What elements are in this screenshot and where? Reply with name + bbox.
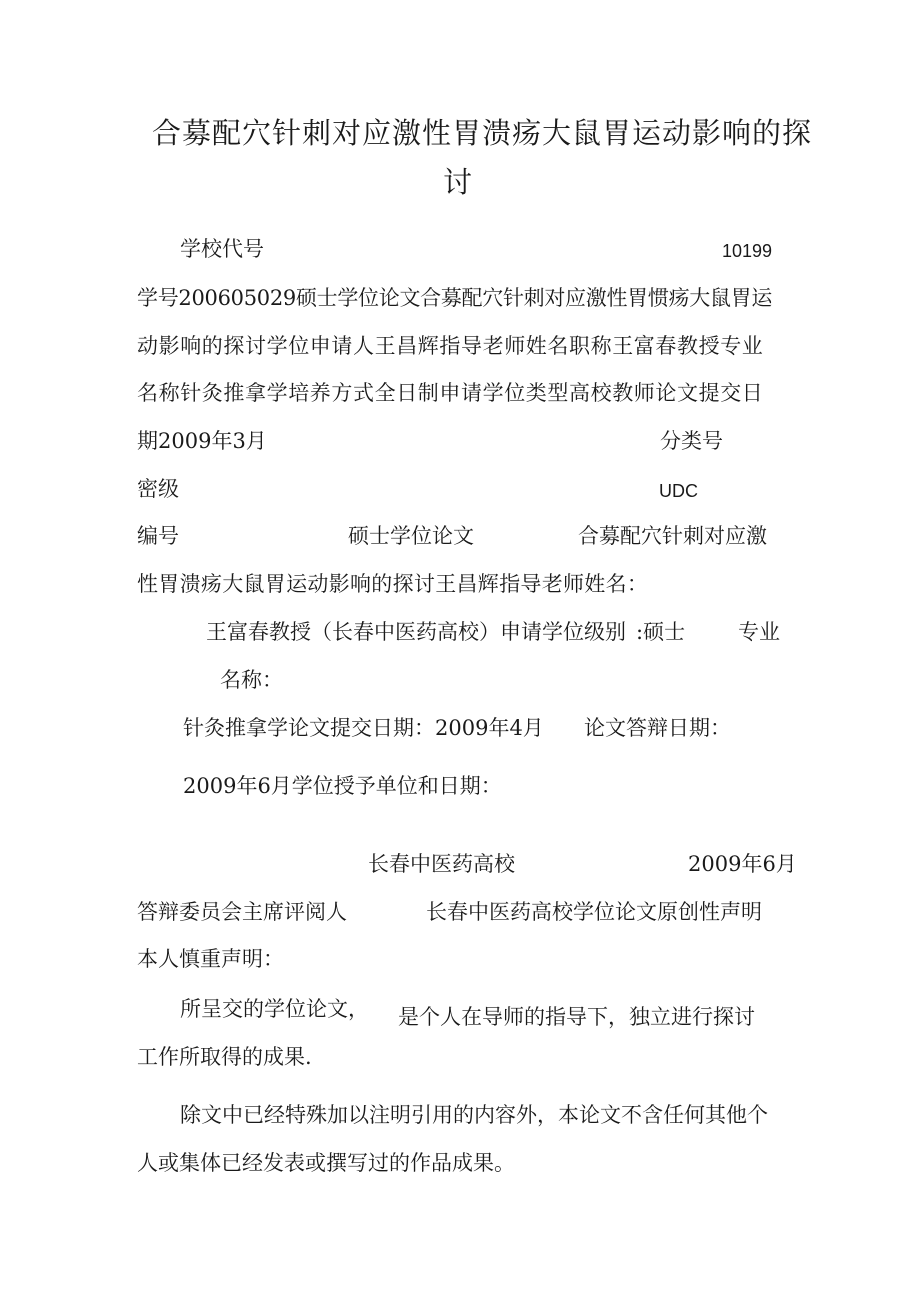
grant-school: 长春中医药高校 — [368, 852, 515, 876]
major-name-label: 名称： — [220, 668, 283, 692]
udc-label: UDC — [659, 481, 698, 501]
declaration-intro: 本人慎重声明： — [137, 947, 284, 971]
classification-label: 分类号 — [660, 429, 723, 453]
info-line-2: 动影响的探讨学位申请人王昌辉指导老师姓名职称王富春教授专业 — [137, 334, 764, 358]
committee-label: 答辩委员会主席评阅人 — [137, 900, 347, 924]
degree-type: 硕士学位论文 — [348, 524, 474, 548]
info-line-3: 名称针灸推拿学培养方式全日制申请学位类型高校教师论文提交日 — [137, 381, 764, 405]
grant-date: 2009年6月 — [688, 852, 797, 876]
declaration-p1-b: 是个人在导师的指导下，独立进行探讨 — [398, 1005, 755, 1029]
grant-line: 2009年6月学位授予单位和日期： — [183, 774, 502, 798]
declaration-p2-b: 人或集体已经发表或撰写过的作品成果。 — [137, 1151, 515, 1175]
security-label: 密级 — [137, 477, 179, 501]
originality-title: 长春中医药高校学位论文原创性声明 — [426, 900, 762, 924]
defense-date-label: 论文答辩日期： — [584, 716, 731, 740]
major-submit-line: 针灸推拿学论文提交日期：2009年4月 — [183, 716, 544, 740]
school-code-value: 10199 — [722, 241, 773, 261]
cover-title-part-2: 性胃溃疡大鼠胃运动影响的探讨王昌辉指导老师姓名： — [137, 572, 649, 596]
school-code-label: 学校代号 — [180, 237, 264, 261]
thesis-title-line-1: 合募配穴针刺对应激性胃溃疡大鼠胃运动影响的探 — [152, 116, 813, 150]
thesis-title-line-2: 讨 — [443, 165, 474, 199]
advisor-line: 王富春教授（长春中医药高校）申请学位级别 — [206, 620, 626, 644]
major-label: 专业 — [738, 620, 780, 644]
cover-title-part-1: 合募配穴针刺对应激 — [578, 524, 767, 548]
info-line-1: 学号200605029硕士学位论文合募配穴针刺对应激性胃惯疡大鼠胃运 — [137, 286, 773, 310]
declaration-p1-a: 所呈交的学位论文， — [180, 997, 369, 1021]
declaration-p1-c: 工作所取得的成果. — [137, 1045, 312, 1069]
degree-level: :硕士 — [636, 620, 686, 644]
declaration-p2-a: 除文中已经特殊加以注明引用的内容外，本论文不含任何其他个 — [180, 1103, 768, 1127]
info-line-4-date: 期2009年3月 — [137, 429, 267, 453]
serial-label: 编号 — [137, 524, 179, 548]
